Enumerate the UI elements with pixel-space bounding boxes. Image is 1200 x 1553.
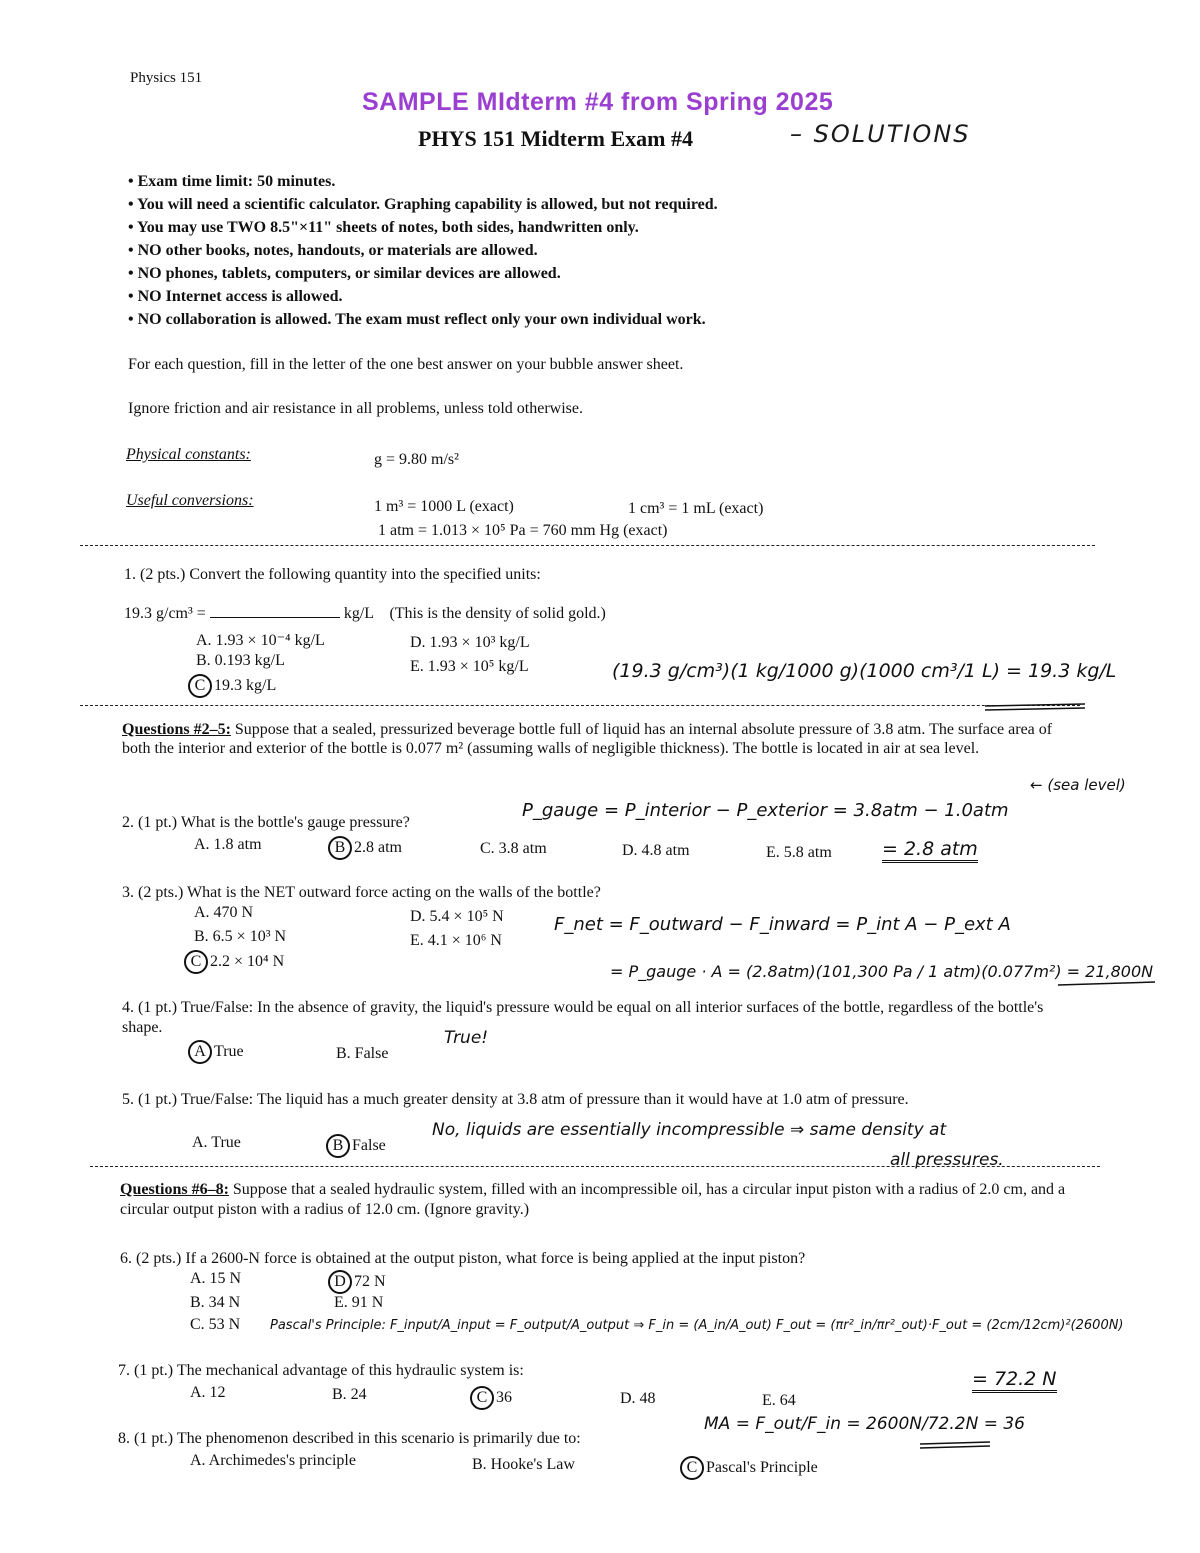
q7-choice-a: A. 12 [190, 1384, 226, 1401]
q3-choice-b: B. 6.5 × 10³ N [194, 928, 287, 945]
gravity-constant: g = 9.80 m/s² [374, 451, 459, 468]
constants-label: Physical constants: [126, 446, 251, 463]
q7-choice-c [470, 1386, 512, 1410]
q1-given-value: 19.3 g/cm³ = [124, 605, 206, 622]
selected-answer-circle: D [328, 1270, 352, 1294]
q2-choice-c: C. 3.8 atm [480, 840, 547, 857]
q3-choice-a: A. 470 N [194, 904, 254, 921]
conversion-volume: 1 m³ = 1000 L (exact) [374, 498, 514, 515]
solutions-tag: – SOLUTIONS [790, 120, 971, 148]
underline-stroke [1058, 982, 1155, 985]
q2-handwritten-work: P_gauge = P_interior − P_exterior = 3.8atm − 1.0atm [522, 800, 1009, 821]
q1-choice-c [188, 674, 276, 698]
q2-5-intro: Suppose that a sealed, pressurized beverage bottle full of liquid has an internal absolute pressure of 3.8 atm. The surface area of both the interior and exterior of the bottle is 0.077 m² (assuming walls of negligible thickness). The bottle is located in air at sea level. [122, 721, 1053, 757]
q6-stem: 6. (2 pts.) If a 2600-N force is obtained at the output piston, what force is being applied at the input piston? [120, 1250, 806, 1267]
q1-choice-c-text: 19.3 kg/L [214, 677, 277, 694]
exam-rules [128, 170, 888, 331]
q6-choice-b: B. 34 N [190, 1294, 241, 1311]
q3-handwritten-work: F_net = F_outward − F_inward = P_int A − P_ext A [554, 914, 1011, 935]
q1-given [124, 605, 606, 623]
q1-stem: 1. (2 pts.) Convert the following quantity into the specified units: [124, 566, 541, 583]
q3-choice-e: E. 4.1 × 10⁶ N [410, 932, 502, 949]
q5-handwritten-work: No, liquids are essentially incompressible ⇒ same density at [432, 1120, 947, 1140]
course-label: Physics 151 [130, 70, 203, 86]
underline-stroke [920, 1446, 990, 1448]
q1-choice-a: A. 1.93 × 10⁻⁴ kg/L [196, 632, 325, 649]
selected-answer-circle: C [184, 950, 208, 974]
q6-choice-c: C. 53 N [190, 1316, 241, 1333]
q5-choice-b-text: False [352, 1137, 386, 1154]
rule-item: • NO phones, tablets, computers, or similar devices are allowed. [128, 265, 561, 282]
selected-answer-circle: C [470, 1386, 494, 1410]
q7-choice-c-text: 36 [496, 1389, 512, 1406]
selected-answer-circle: B [328, 836, 352, 860]
q8-handwritten-work: MA = F_out/F_in = 2600N/72.2N = 36 [704, 1414, 1025, 1434]
q6-handwritten-answer: = 72.2 N [972, 1368, 1057, 1393]
q6-choice-d-text: 72 N [354, 1273, 386, 1290]
rule-item: • NO other books, notes, handouts, or materials are allowed. [128, 242, 538, 259]
selected-answer-circle: B [326, 1134, 350, 1158]
rule-item: • NO Internet access is allowed. [128, 288, 343, 305]
q2-choice-b-text: 2.8 atm [354, 839, 402, 856]
q1-choice-d: D. 1.93 × 10³ kg/L [410, 634, 530, 651]
q4-choice-a [188, 1040, 244, 1064]
q6-choice-a: A. 15 N [190, 1270, 242, 1287]
q1-choice-b: B. 0.193 kg/L [196, 652, 285, 669]
conversions-label: Useful conversions: [126, 492, 254, 509]
q1-handwritten-work: (19.3 g/cm³)(1 kg/1000 g)(1000 cm³/1 L) = 19.3 kg/L [612, 660, 1117, 682]
q6-handwritten-work: Pascal's Principle: F_input/A_input = F_output/A_output ⇒ F_in = (A_in/A_out) F_out = (πr²_in/πr²_out)·F_out = (2cm/12cm)²(2600N) [270, 1318, 1124, 1333]
rule-item: • Exam time limit: 50 minutes. [128, 173, 336, 190]
underline-stroke [920, 1442, 990, 1444]
q7-stem: 7. (1 pt.) The mechanical advantage of this hydraulic system is: [118, 1362, 524, 1379]
q4-choice-a-text: True [214, 1043, 244, 1060]
q5-choice-b [326, 1134, 386, 1158]
selected-answer-circle: A [188, 1040, 212, 1064]
q5-choice-a: A. True [192, 1134, 241, 1151]
rule-item: • You may use TWO 8.5"×11" sheets of notes, both sides, handwritten only. [128, 219, 639, 236]
q6-choice-e: E. 91 N [334, 1294, 384, 1311]
q2-choice-e: E. 5.8 atm [766, 844, 832, 861]
q1-choice-e: E. 1.93 × 10⁵ kg/L [410, 658, 529, 675]
q4-stem: 4. (1 pt.) True/False: In the absence of gravity, the liquid's pressure would be equal on all interior surfaces of the bottle, regardless of the bottle's shape. [122, 999, 1044, 1036]
q6-choice-d [328, 1270, 386, 1294]
q5-handwritten-work-cont: all pressures. [890, 1150, 1004, 1170]
q8-choice-a: A. Archimedes's principle [190, 1452, 356, 1469]
friction-instruction: Ignore friction and air resistance in all problems, unless told otherwise. [128, 400, 583, 417]
q7-choice-b: B. 24 [332, 1386, 367, 1403]
q2-choice-a: A. 1.8 atm [194, 836, 262, 853]
q6-8-label: Questions #6–8: [120, 1181, 229, 1198]
q7-choice-d: D. 48 [620, 1390, 656, 1407]
q3-choice-c-text: 2.2 × 10⁴ N [210, 953, 285, 970]
q6-8-intro-block [120, 1180, 1070, 1220]
q8-choice-b: B. Hooke's Law [472, 1456, 575, 1473]
q3-choice-d: D. 5.4 × 10⁵ N [410, 908, 504, 925]
q8-choice-c [680, 1456, 818, 1480]
bubble-instruction: For each question, fill in the letter of the one best answer on your bubble answer sheet. [128, 356, 684, 373]
selected-answer-circle: C [188, 674, 212, 698]
q6-8-intro: Suppose that a sealed hydraulic system, filled with an incompressible oil, has a circular input piston with a radius of 2.0 cm, and a circular output piston with a radius of 12.0 cm. (Ignore gravity.) [120, 1181, 1066, 1218]
underline-stroke [985, 708, 1085, 710]
sample-title: SAMPLE MIdterm #4 from Spring 2025 [362, 88, 834, 116]
q1-note: (This is the density of solid gold.) [389, 605, 606, 622]
selected-answer-circle: C [680, 1456, 704, 1480]
q5-stem: 5. (1 pt.) True/False: The liquid has a much greater density at 3.8 atm of pressure than it would have at 1.0 atm of pressure. [122, 1091, 909, 1108]
q2-5-intro-block [122, 720, 1062, 758]
conversion-pressure: 1 atm = 1.013 × 10⁵ Pa = 760 mm Hg (exact) [378, 522, 668, 539]
q2-choice-d: D. 4.8 atm [622, 842, 690, 859]
q3-handwritten-result: = P_gauge · A = (2.8atm)(101,300 Pa / 1 atm)(0.077m²) = 21,800N [610, 962, 1154, 981]
rule-item: • You will need a scientific calculator. Graphing capability is allowed, but not required. [128, 196, 718, 213]
q1-unit: kg/L [343, 605, 374, 622]
q1-answer-blank [210, 617, 340, 618]
exam-title: PHYS 151 Midterm Exam #4 [418, 126, 693, 151]
q4-handwritten-answer: True! [444, 1028, 489, 1048]
q8-choice-c-text: Pascal's Principle [706, 1459, 818, 1476]
rule-item: • NO collaboration is allowed. The exam must reflect only your own individual work. [128, 311, 706, 328]
q2-choice-b [328, 836, 402, 860]
q4-choice-b: B. False [336, 1045, 389, 1062]
q3-choice-c [184, 950, 284, 974]
conversion-cm3: 1 cm³ = 1 mL (exact) [628, 500, 764, 517]
q2-5-label: Questions #2–5: [122, 721, 231, 738]
q2-handwritten-note: ← (sea level) [1030, 776, 1126, 794]
q2-handwritten-answer: = 2.8 atm [882, 838, 978, 863]
q8-stem: 8. (1 pt.) The phenomenon described in this scenario is primarily due to: [118, 1430, 581, 1447]
q7-choice-e: E. 64 [762, 1392, 796, 1409]
q2-stem: 2. (1 pt.) What is the bottle's gauge pressure? [122, 814, 410, 831]
q3-stem: 3. (2 pts.) What is the NET outward force acting on the walls of the bottle? [122, 884, 601, 901]
